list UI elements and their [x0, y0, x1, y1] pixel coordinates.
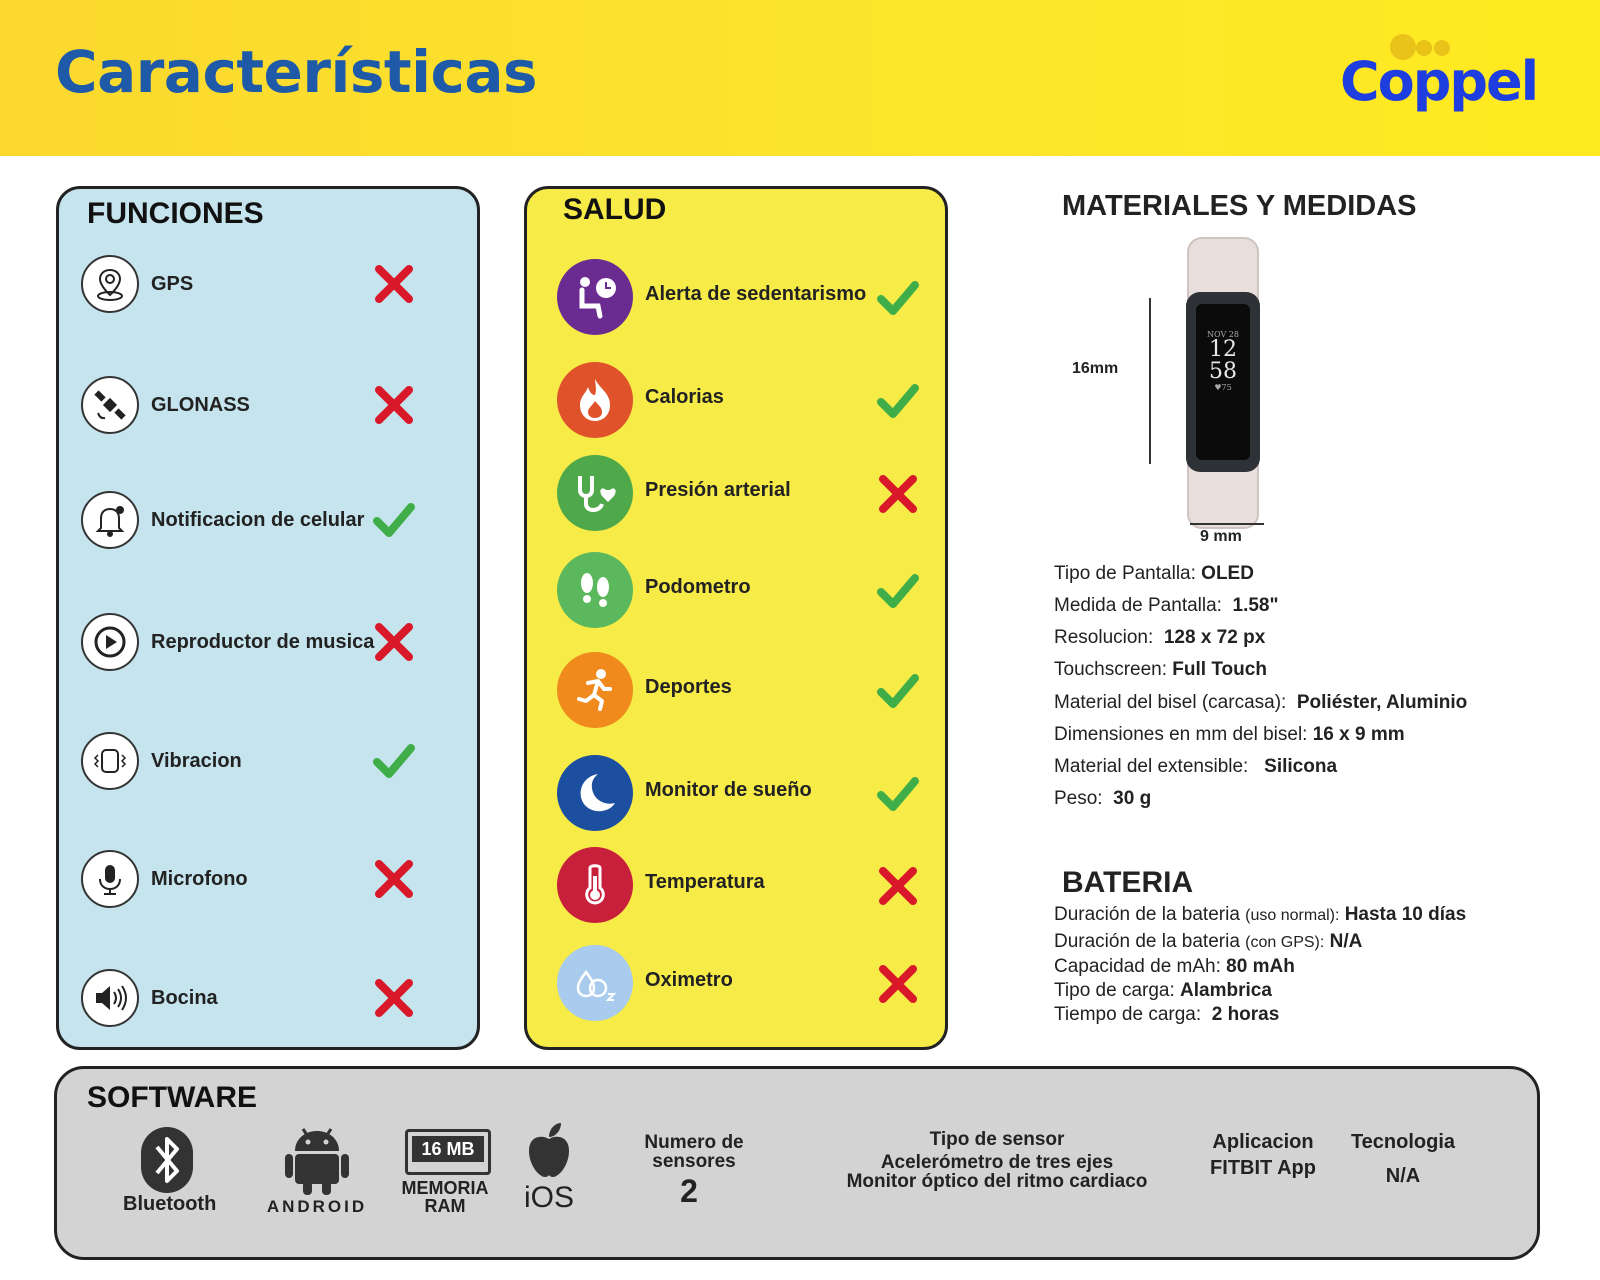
- bell-icon: [81, 491, 139, 549]
- salud-label: Monitor de sueño: [645, 779, 812, 801]
- check-icon: [371, 738, 417, 784]
- screen-heart-rate: ♥75: [1214, 383, 1232, 392]
- microphone-icon: [81, 850, 139, 908]
- salud-label: Temperatura: [645, 871, 765, 893]
- spec-row: Material del extensible: Silicona: [1054, 756, 1338, 777]
- materiales-title: MATERIALES Y MEDIDAS: [1062, 190, 1417, 222]
- salud-panel: [524, 186, 948, 1050]
- salud-label: Podometro: [645, 576, 751, 598]
- battery-row: Duración de la bateria (con GPS): N/A: [1054, 931, 1363, 952]
- cross-icon: [371, 856, 417, 902]
- cross-icon: [875, 961, 921, 1007]
- salud-label: Oximetro: [645, 969, 733, 991]
- spec-row: Dimensiones en mm del bisel: 16 x 9 mm: [1054, 724, 1405, 745]
- satellite-icon: [81, 376, 139, 434]
- play-icon: [81, 613, 139, 671]
- stethoscope-icon: [557, 455, 633, 531]
- salud-row: [557, 652, 927, 732]
- memoria-label: MEMORIA RAM: [401, 1178, 489, 1216]
- salud-row: [557, 847, 927, 927]
- ios-label: iOS: [523, 1181, 574, 1214]
- salud-row: [557, 455, 927, 535]
- funcion-label: Microfono: [151, 868, 248, 890]
- battery-row: Tiempo de carga: 2 horas: [1054, 1004, 1280, 1025]
- bateria-title: BATERIA: [1062, 866, 1194, 899]
- sedentary-icon: [557, 259, 633, 335]
- spec-row: Resolucion: 128 x 72 px: [1054, 627, 1266, 648]
- funcion-row: [81, 732, 461, 796]
- screen-minute: 58: [1209, 359, 1237, 384]
- width-label: 9 mm: [1200, 528, 1242, 545]
- bluetooth-icon: [141, 1127, 193, 1193]
- check-icon: [875, 668, 921, 714]
- memory-chip-icon: [405, 1129, 491, 1175]
- fitness-band-image: [1140, 232, 1280, 552]
- spec-row: Medida de Pantalla: 1.58": [1054, 595, 1279, 616]
- check-icon: [875, 568, 921, 614]
- salud-row: [557, 259, 927, 339]
- salud-label: Presión arterial: [645, 479, 791, 501]
- battery-row: Capacidad de mAh: 80 mAh: [1054, 956, 1295, 977]
- sensores-label: Numero de sensores: [644, 1132, 744, 1172]
- aplicacion-value: FITBIT App: [1210, 1157, 1316, 1179]
- salud-row: [557, 362, 927, 442]
- salud-label: Calorias: [645, 386, 724, 408]
- spec-row: Tipo de Pantalla: OLED: [1054, 563, 1254, 584]
- salud-label: Deportes: [645, 676, 732, 698]
- funciones-panel: [56, 186, 480, 1050]
- thermometer-icon: [557, 847, 633, 923]
- funcion-label: Bocina: [151, 987, 218, 1009]
- salud-label: Alerta de sedentarismo: [645, 283, 867, 305]
- funcion-label: Notificacion de celular: [151, 509, 365, 531]
- height-label: 16mm: [1072, 360, 1119, 377]
- vibration-icon: [81, 732, 139, 790]
- funcion-label: Reproductor de musica: [151, 631, 375, 653]
- funcion-label: GLONASS: [151, 394, 250, 416]
- check-icon: [875, 378, 921, 424]
- funcion-row: [81, 969, 461, 1033]
- aplicacion-label: Aplicacion: [1212, 1131, 1314, 1153]
- flame-icon: [557, 362, 633, 438]
- coppel-logo: [1340, 30, 1540, 130]
- tipo-sensor-title: Tipo de sensor: [929, 1129, 1065, 1150]
- sensores-value: 2: [680, 1173, 698, 1209]
- memory-chip-label: 16 MB: [412, 1136, 484, 1162]
- moon-icon: [557, 755, 633, 831]
- cross-icon: [371, 619, 417, 665]
- runner-icon: [557, 652, 633, 728]
- screen-hour: 12: [1209, 337, 1237, 362]
- cross-icon: [371, 261, 417, 307]
- heart-icon: ♥: [1214, 383, 1222, 392]
- speaker-icon: [81, 969, 139, 1027]
- tecnologia-label: Tecnologia: [1350, 1131, 1456, 1153]
- battery-row: Tipo de carga: Alambrica: [1054, 980, 1272, 1001]
- salud-row: [557, 945, 927, 1025]
- apple-icon: [523, 1121, 575, 1181]
- funcion-row: [81, 255, 461, 319]
- battery-row: Duración de la bateria (uso normal): Hasta 10 días: [1054, 904, 1467, 925]
- tecnologia-value: N/A: [1385, 1165, 1421, 1187]
- screen-date: NOV 28: [1207, 330, 1239, 339]
- android-label: ANDROID: [266, 1197, 368, 1216]
- cross-icon: [875, 471, 921, 517]
- cross-icon: [371, 382, 417, 428]
- check-icon: [875, 275, 921, 321]
- logo-text: Coppel: [1340, 50, 1538, 113]
- cross-icon: [371, 975, 417, 1021]
- tipo-sensor-list: Acelerómetro de tres ejes Monitor óptico del ritmo cardiaco: [846, 1152, 1148, 1192]
- salud-title: SALUD: [563, 193, 667, 226]
- check-icon: [371, 497, 417, 543]
- salud-row: [557, 552, 927, 632]
- page-title: Características: [55, 38, 538, 106]
- android-icon: [285, 1125, 349, 1197]
- funcion-row: [81, 613, 461, 677]
- oxygen-icon: [557, 945, 633, 1021]
- band-screen: [1196, 330, 1250, 392]
- bluetooth-label: Bluetooth: [123, 1193, 217, 1215]
- spec-row: Material del bisel (carcasa): Poliéster, Aluminio: [1054, 692, 1468, 713]
- spec-row: Peso: 30 g: [1054, 788, 1152, 809]
- cross-icon: [875, 863, 921, 909]
- funciones-title: FUNCIONES: [87, 197, 264, 230]
- check-icon: [875, 771, 921, 817]
- funcion-row: [81, 491, 461, 555]
- funcion-label: Vibracion: [151, 750, 242, 772]
- funcion-label: GPS: [151, 273, 194, 295]
- footprints-icon: [557, 552, 633, 628]
- spec-row: Touchscreen: Full Touch: [1054, 659, 1267, 680]
- software-panel: [54, 1066, 1540, 1260]
- funcion-row: [81, 376, 461, 440]
- salud-row: [557, 755, 927, 835]
- location-pin-icon: [81, 255, 139, 313]
- software-title: SOFTWARE: [87, 1081, 257, 1114]
- funcion-row: [81, 850, 461, 914]
